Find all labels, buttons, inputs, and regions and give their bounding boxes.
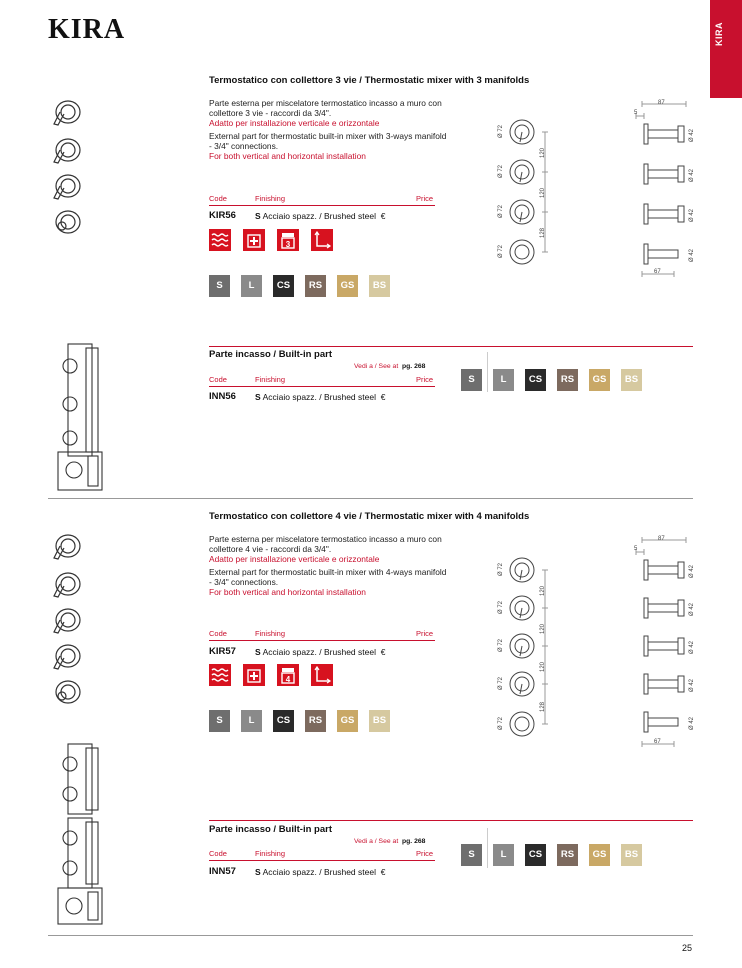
svg-text:120: 120 xyxy=(540,661,546,672)
shower-cross-icon xyxy=(243,229,265,251)
finish-swatch-s[interactable]: S xyxy=(461,844,482,866)
svg-text:Ø 72: Ø 72 xyxy=(498,638,504,652)
svg-text:Ø 42: Ø 42 xyxy=(689,640,695,654)
divider xyxy=(209,860,435,861)
svg-text:67: 67 xyxy=(654,269,661,275)
section-divider xyxy=(209,820,693,821)
svg-text:Ø 42: Ø 42 xyxy=(689,168,695,182)
finishing-text: S Acciaio spazz. / Brushed steel € xyxy=(255,211,386,221)
front-view-drawing-kir57 xyxy=(490,548,560,748)
header-price: Price xyxy=(416,375,434,384)
svg-text:5: 5 xyxy=(634,110,638,116)
section-separator xyxy=(48,498,693,499)
svg-text:3: 3 xyxy=(285,240,291,249)
front-view-drawing-kir56 xyxy=(490,110,560,280)
finish-swatch-l[interactable]: L xyxy=(241,710,262,732)
section-title-kir56: Termostatico con collettore 3 vie / Thermostatic mixer with 3 manifolds xyxy=(209,75,530,86)
desc-it: Parte esterna per miscelatore termostatico incasso a muro con collettore 4 vie - raccordi da 3/4". xyxy=(209,534,442,554)
builtin-part-image-inn57 xyxy=(48,742,106,926)
manifold-ways-icon xyxy=(277,664,299,686)
divider xyxy=(209,640,435,641)
header-finishing: Finishing xyxy=(255,375,286,384)
product-code: INN56 xyxy=(209,391,236,402)
desc-it-red: Adatto per installazione verticale e orizzontale xyxy=(209,118,380,128)
see-at-reference[interactable]: Vedi a / See at pg. 268 xyxy=(354,838,426,845)
header-price: Price xyxy=(416,194,434,203)
svg-text:120: 120 xyxy=(540,623,546,634)
wave-heat-icon xyxy=(209,664,231,686)
finishing-text: S Acciaio spazz. / Brushed steel € xyxy=(255,867,386,877)
desc-en-red: For both vertical and horizontal installation xyxy=(209,587,366,597)
svg-text:87: 87 xyxy=(658,536,665,542)
side-tab-label: KIRA xyxy=(714,22,724,46)
finish-swatch-rs[interactable]: RS xyxy=(305,710,326,732)
product-code: KIR57 xyxy=(209,646,236,657)
svg-text:67: 67 xyxy=(654,739,661,745)
header-code: Code xyxy=(209,194,227,203)
page-number: 25 xyxy=(682,943,693,953)
svg-text:128: 128 xyxy=(540,227,546,238)
header-price: Price xyxy=(416,849,434,858)
finish-swatch-gs[interactable]: GS xyxy=(589,844,610,866)
description-kir57 xyxy=(209,534,449,600)
svg-text:120: 120 xyxy=(540,147,546,158)
finish-swatch-s[interactable]: S xyxy=(461,369,482,391)
svg-text:4: 4 xyxy=(285,675,291,684)
svg-text:Ø 42: Ø 42 xyxy=(689,128,695,142)
divider xyxy=(209,205,435,206)
section-divider xyxy=(209,346,693,347)
svg-text:Ø 42: Ø 42 xyxy=(689,678,695,692)
feature-icons-kir56 xyxy=(209,229,345,251)
builtin-part-image-inn56 xyxy=(48,342,106,494)
finishing-text: S Acciaio spazz. / Brushed steel € xyxy=(255,392,386,402)
finish-swatch-gs[interactable]: GS xyxy=(337,275,358,297)
footer-rule xyxy=(48,935,693,936)
svg-text:Ø 72: Ø 72 xyxy=(498,716,504,730)
svg-text:Ø 42: Ø 42 xyxy=(689,248,695,262)
svg-text:128: 128 xyxy=(540,701,546,712)
see-at-reference[interactable]: Vedi a / See at pg. 268 xyxy=(354,363,426,370)
header-finishing: Finishing xyxy=(255,629,286,638)
side-view-drawing-kir57 xyxy=(628,532,700,754)
desc-en: External part for thermostatic built-in mixer with 3-ways manifold - 3/4" connections. xyxy=(209,131,447,151)
product-thumbnails-kir57 xyxy=(46,532,86,710)
svg-text:Ø 72: Ø 72 xyxy=(498,204,504,218)
brand-logo: KIRA xyxy=(48,14,126,45)
header-code: Code xyxy=(209,375,227,384)
desc-en-red: For both vertical and horizontal installation xyxy=(209,151,366,161)
header-finishing: Finishing xyxy=(255,194,286,203)
desc-it-red: Adatto per installazione verticale e orizzontale xyxy=(209,554,380,564)
finish-swatch-cs[interactable]: CS xyxy=(273,275,294,297)
finish-swatch-cs[interactable]: CS xyxy=(273,710,294,732)
wave-heat-icon xyxy=(209,229,231,251)
description-kir56 xyxy=(209,98,449,164)
svg-text:Ø 42: Ø 42 xyxy=(689,208,695,222)
finish-swatch-bs[interactable]: BS xyxy=(369,275,390,297)
finish-swatch-l[interactable]: L xyxy=(241,275,262,297)
finish-swatch-gs[interactable]: GS xyxy=(337,710,358,732)
finish-swatches-inn56 xyxy=(461,369,653,391)
svg-text:87: 87 xyxy=(658,100,665,106)
feature-icons-kir57 xyxy=(209,664,345,686)
finish-swatch-rs[interactable]: RS xyxy=(305,275,326,297)
finishing-text: S Acciaio spazz. / Brushed steel € xyxy=(255,647,386,657)
orientation-icon xyxy=(311,229,333,251)
section-title-kir57: Termostatico con collettore 4 vie / Thermostatic mixer with 4 manifolds xyxy=(209,511,530,522)
svg-text:120: 120 xyxy=(540,187,546,198)
side-view-drawing-kir56 xyxy=(628,96,700,282)
header-price: Price xyxy=(416,629,434,638)
orientation-icon xyxy=(311,664,333,686)
product-thumbnails-kir56 xyxy=(46,98,86,238)
divider xyxy=(209,386,435,387)
finish-swatch-bs[interactable]: BS xyxy=(621,844,642,866)
finish-swatch-cs[interactable]: CS xyxy=(525,844,546,866)
manifold-ways-icon xyxy=(277,229,299,251)
svg-text:5: 5 xyxy=(634,546,638,552)
desc-en: External part for thermostatic built-in mixer with 4-ways manifold - 3/4" connections. xyxy=(209,567,447,587)
product-code: INN57 xyxy=(209,866,236,877)
header-finishing: Finishing xyxy=(255,849,286,858)
desc-it: Parte esterna per miscelatore termostatico incasso a muro con collettore 3 vie - raccordi da 3/4". xyxy=(209,98,442,118)
finish-swatch-bs[interactable]: BS xyxy=(369,710,390,732)
svg-text:Ø 72: Ø 72 xyxy=(498,600,504,614)
section-title-inn57: Parte incasso / Built-in part xyxy=(209,824,332,835)
svg-text:Ø 72: Ø 72 xyxy=(498,244,504,258)
svg-text:Ø 42: Ø 42 xyxy=(689,716,695,730)
svg-text:Ø 72: Ø 72 xyxy=(498,124,504,138)
finish-swatch-l[interactable]: L xyxy=(493,844,514,866)
finish-swatch-s[interactable]: S xyxy=(209,710,230,732)
svg-text:Ø 42: Ø 42 xyxy=(689,564,695,578)
side-tab xyxy=(710,0,742,98)
svg-text:Ø 42: Ø 42 xyxy=(689,602,695,616)
svg-text:Ø 72: Ø 72 xyxy=(498,676,504,690)
finish-swatches-kir57 xyxy=(209,710,401,732)
svg-text:120: 120 xyxy=(540,585,546,596)
finish-swatch-rs[interactable]: RS xyxy=(557,844,578,866)
finish-swatch-cs[interactable]: CS xyxy=(525,369,546,391)
section-title-inn56: Parte incasso / Built-in part xyxy=(209,349,332,360)
finish-swatch-s[interactable]: S xyxy=(209,275,230,297)
finish-swatches-kir56 xyxy=(209,275,401,297)
finish-swatch-rs[interactable]: RS xyxy=(557,369,578,391)
svg-text:Ø 72: Ø 72 xyxy=(498,164,504,178)
header-code: Code xyxy=(209,629,227,638)
finish-swatch-gs[interactable]: GS xyxy=(589,369,610,391)
finish-swatch-l[interactable]: L xyxy=(493,369,514,391)
shower-cross-icon xyxy=(243,664,265,686)
svg-text:Ø 72: Ø 72 xyxy=(498,562,504,576)
finish-swatch-bs[interactable]: BS xyxy=(621,369,642,391)
product-code: KIR56 xyxy=(209,210,236,221)
header-code: Code xyxy=(209,849,227,858)
finish-swatches-inn57 xyxy=(461,844,653,866)
